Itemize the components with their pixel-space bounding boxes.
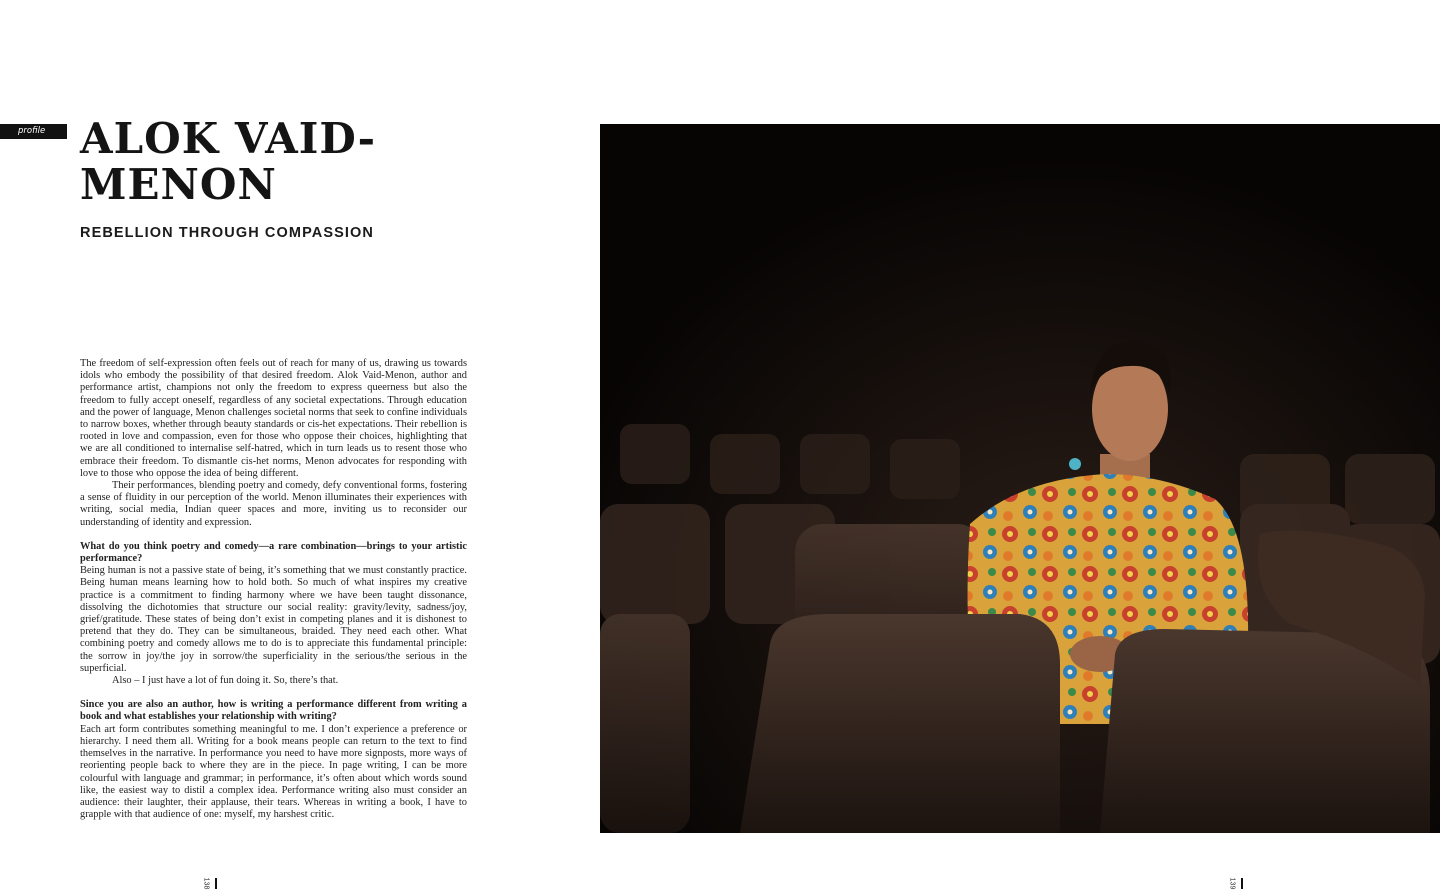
interview-question: Since you are also an author, how is writing a performance different from writing a book and what establishes your relationship with writing?: [80, 699, 467, 723]
page-number: 139: [1228, 878, 1236, 890]
folio-bar: [215, 878, 217, 889]
article-title: ALOK VAID- MENON: [80, 114, 377, 209]
article-subtitle: REBELLION THROUGH COMPASSION: [80, 225, 374, 241]
intro-paragraph: Their performances, blending poetry and comedy, defy conventional forms, fostering a sense of fluidity in our perception of the world. Menon illuminates their experiences with writing, social media, Indian queer spaces and more, inviting us to reconsider our understanding of identity and expression.: [80, 480, 467, 528]
interview-answer: Being human is not a passive state of being, it’s something that we must constantly practice. Being human means learning how to hold both. So much of what inspires my creative practice is a commitment to finding harmony where we have been taught dissonance, dissolving the dichotomies that structure our social reality: gravity/levity, sadness/joy, grief/gratitude. These states of being don’t exist in competing planes and it is dishonest to pretend that they do. They can be simultaneous, braided. They need each other. What combining poetry and comedy allows me to do is to appreciate this fundamental principle: the sorrow in joy/the joy in sorrow/the superficiality in the serious/the serious in the superficial.: [80, 565, 467, 674]
article-body: [80, 358, 467, 821]
portrait-photo: [600, 124, 1440, 833]
page-number-left: [200, 878, 217, 889]
interview-answer: Also – I just have a lot of fun doing it. So, there’s that.: [112, 675, 339, 687]
folio-bar: [1241, 878, 1243, 889]
intro-paragraph: The freedom of self-expression often feels out of reach for many of us, drawing us towards idols who embody the possibility of that desired freedom. Alok Vaid-Menon, author and performance artist, champions not only the freedom to express queerness but also the freedom to fully accept oneself, regardless of any societal expectations. Through education and the power of language, Menon challenges societal norms that seek to confine individuals to narrow boxes, whether through beauty standards or cis-het expectations. Their rebellion is rooted in love and compassion, even for those who oppose their choices, highlighting that we are all conditioned to internalise self-hatred, which in turn leads us to resent those who embrace their freedom. To dismantle cis-het norms, Menon advocates for responding with love to those who oppose the idea of being different.: [80, 358, 467, 479]
section-tag: profile: [0, 124, 67, 139]
interview-question: What do you think poetry and comedy—a rare combination—brings to your artistic performance?: [80, 540, 467, 565]
page-number-right: [1226, 878, 1243, 889]
portrait-illustration: [600, 124, 1440, 833]
page-number: 138: [202, 878, 210, 890]
interview-answer: Each art form contributes something meaningful to me. I don’t experience a preference or hierarchy. I need them all. Writing for a book means people can return to the text to find themselves in the narrative. In performance you need to have more signposts, more ways of reorienting people back to where they are in the piece. In page writing, I can be more colourful with language and grammar; in performance, it’s often about which words sound like, the easiest way to distil a complex idea. Performance writing also must consider an audience: their laughter, their applause, their tears. Whereas in writing a book, I have to grapple with that audience of one: myself, my harshest critic.: [80, 723, 467, 821]
